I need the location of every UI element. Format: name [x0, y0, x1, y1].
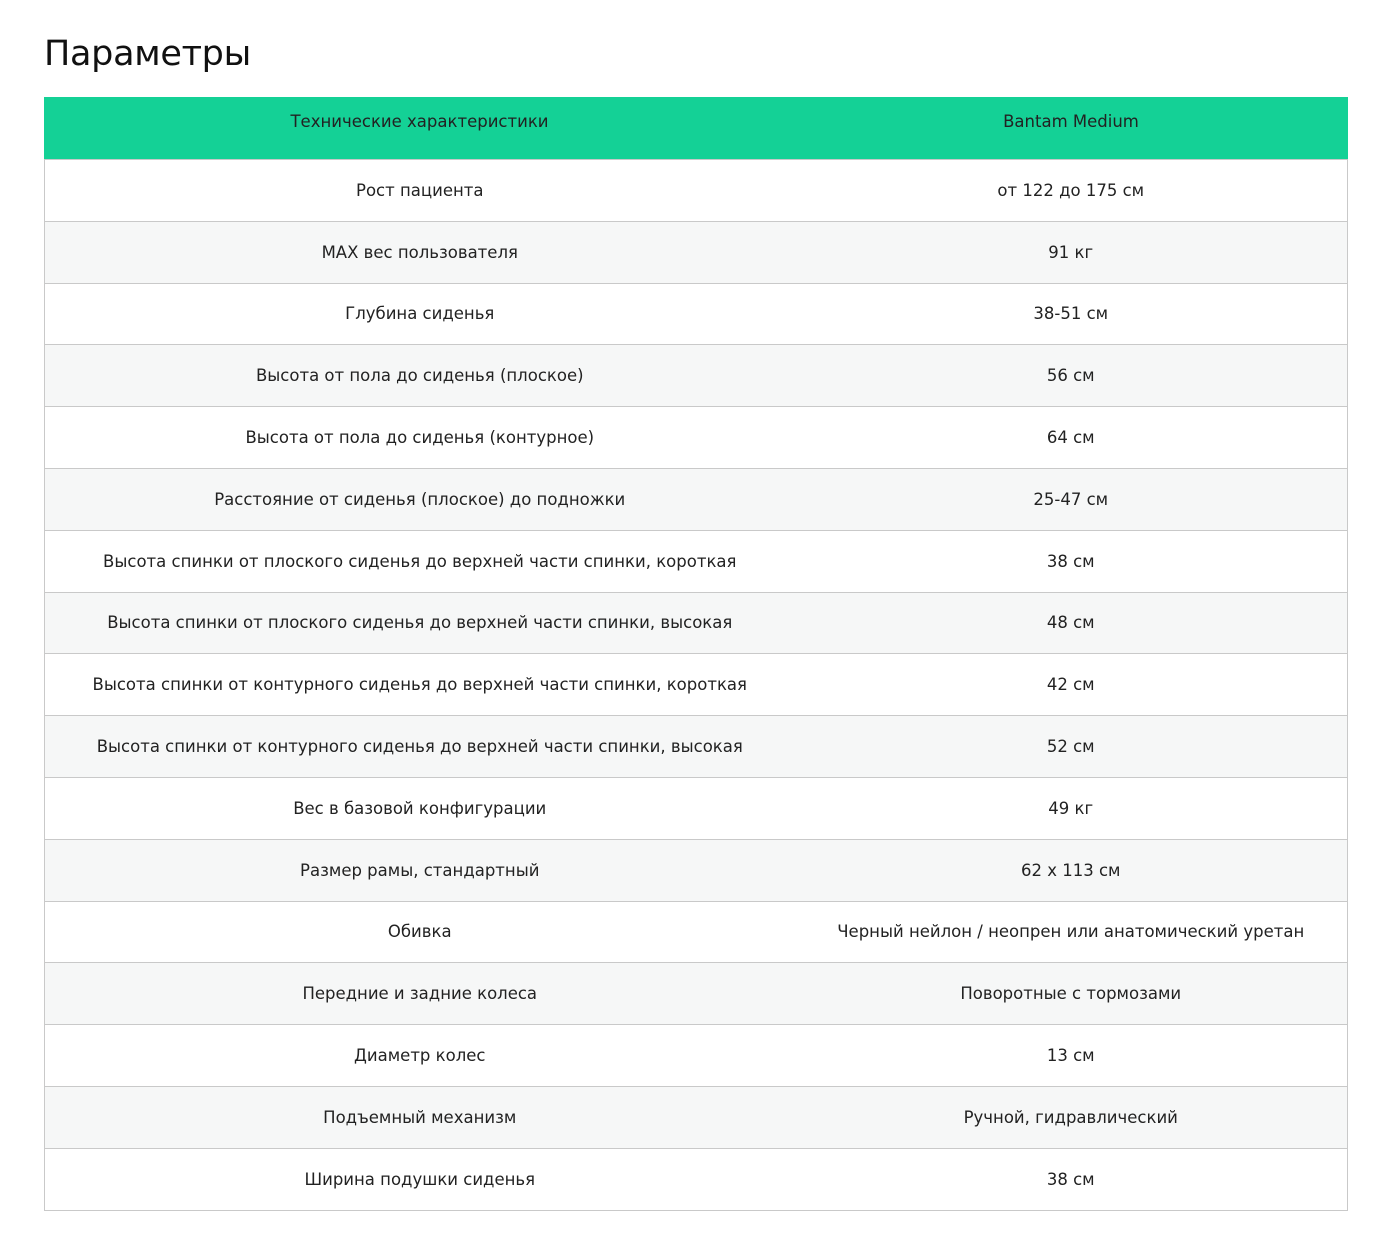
- parameter-cell: Высота спинки от контурного сиденья до верхней части спинки, высокая: [45, 716, 795, 778]
- column-header-model: Bantam Medium: [795, 98, 1348, 160]
- value-cell: 13 см: [795, 1025, 1348, 1087]
- parameter-cell: Ширина подушки сиденья: [45, 1148, 795, 1210]
- table-row: [45, 1086, 1348, 1148]
- value-cell: Поворотные с тормозами: [795, 963, 1348, 1025]
- value-cell: 64 см: [795, 407, 1348, 469]
- value-cell: Ручной, гидравлический: [795, 1086, 1348, 1148]
- table-row: [45, 716, 1348, 778]
- value-cell: от 122 до 175 см: [795, 160, 1348, 222]
- parameter-cell: Высота спинки от контурного сиденья до верхней части спинки, короткая: [45, 654, 795, 716]
- table-header-row: [45, 98, 1348, 160]
- table-row: [45, 221, 1348, 283]
- value-cell: 49 кг: [795, 777, 1348, 839]
- specifications-table: [44, 97, 1348, 1211]
- parameter-cell: Высота от пола до сиденья (контурное): [45, 407, 795, 469]
- table-row: [45, 963, 1348, 1025]
- table-row: [45, 839, 1348, 901]
- value-cell: 38-51 см: [795, 283, 1348, 345]
- parameter-cell: Глубина сиденья: [45, 283, 795, 345]
- value-cell: 91 кг: [795, 221, 1348, 283]
- page-title: Параметры: [44, 34, 251, 74]
- parameter-cell: Расстояние от сиденья (плоское) до подножки: [45, 468, 795, 530]
- table-row: [45, 1025, 1348, 1087]
- table-row: [45, 345, 1348, 407]
- column-header-parameter: Технические характеристики: [45, 98, 795, 160]
- parameter-cell: Высота от пола до сиденья (плоское): [45, 345, 795, 407]
- table-header: [45, 98, 1348, 160]
- table-row: [45, 777, 1348, 839]
- value-cell: 56 см: [795, 345, 1348, 407]
- parameter-cell: Диаметр колес: [45, 1025, 795, 1087]
- table-row: [45, 283, 1348, 345]
- parameter-cell: Передние и задние колеса: [45, 963, 795, 1025]
- value-cell: 48 см: [795, 592, 1348, 654]
- value-cell: Черный нейлон / неопрен или анатомический уретан: [795, 901, 1348, 963]
- value-cell: 62 x 113 см: [795, 839, 1348, 901]
- value-cell: 38 см: [795, 1148, 1348, 1210]
- parameter-cell: Вес в базовой конфигурации: [45, 777, 795, 839]
- parameter-cell: Обивка: [45, 901, 795, 963]
- table-row: [45, 901, 1348, 963]
- table-body: [45, 160, 1348, 1211]
- table-row: [45, 160, 1348, 222]
- value-cell: 25-47 см: [795, 468, 1348, 530]
- parameter-cell: Подъемный механизм: [45, 1086, 795, 1148]
- table-row: [45, 654, 1348, 716]
- parameter-cell: Высота спинки от плоского сиденья до верхней части спинки, высокая: [45, 592, 795, 654]
- table-row: [45, 407, 1348, 469]
- table-row: [45, 468, 1348, 530]
- value-cell: 52 см: [795, 716, 1348, 778]
- value-cell: 42 см: [795, 654, 1348, 716]
- value-cell: 38 см: [795, 530, 1348, 592]
- parameter-cell: MAX вес пользователя: [45, 221, 795, 283]
- parameter-cell: Размер рамы, стандартный: [45, 839, 795, 901]
- table-row: [45, 1148, 1348, 1210]
- table-row: [45, 592, 1348, 654]
- parameter-cell: Высота спинки от плоского сиденья до верхней части спинки, короткая: [45, 530, 795, 592]
- table-row: [45, 530, 1348, 592]
- parameter-cell: Рост пациента: [45, 160, 795, 222]
